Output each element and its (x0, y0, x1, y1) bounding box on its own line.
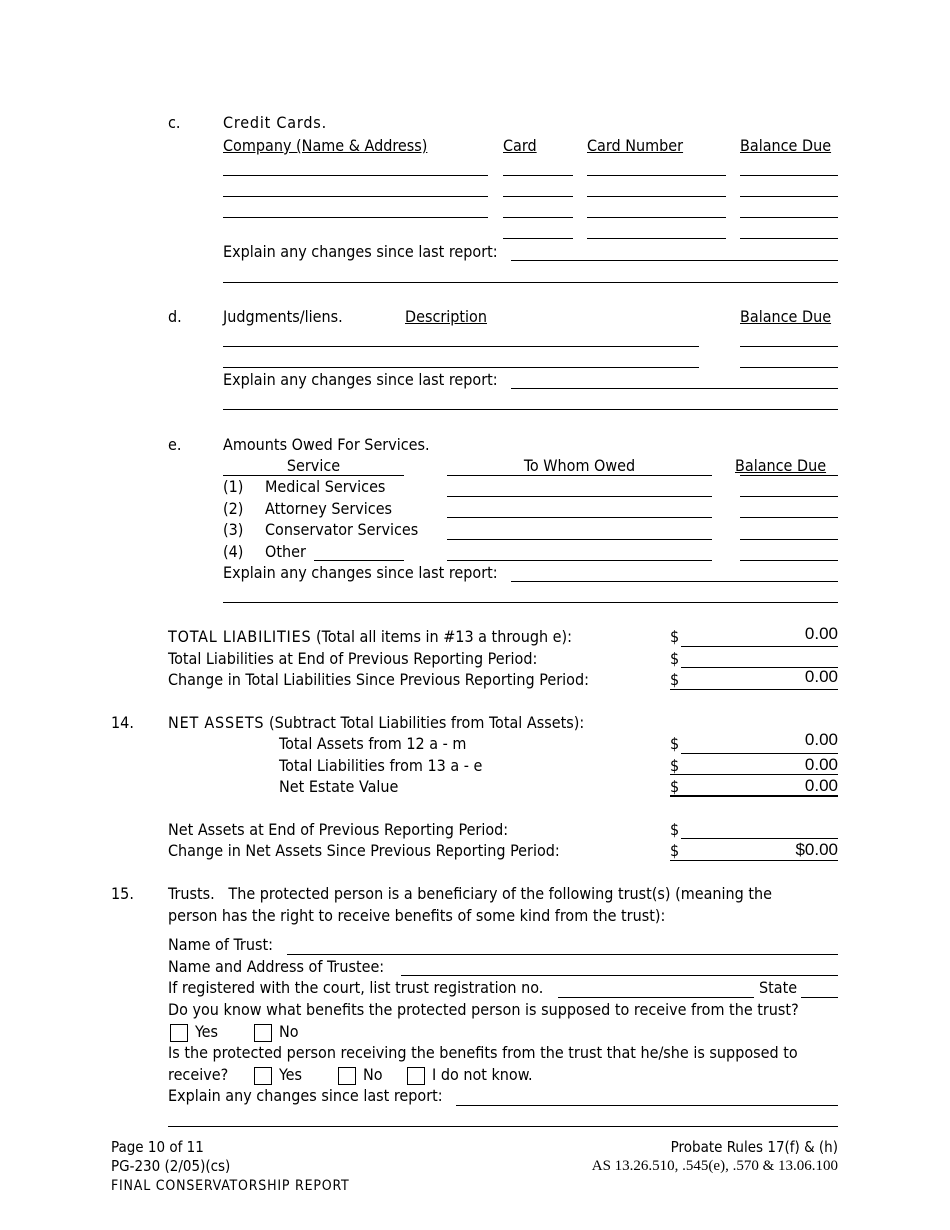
credit-card-number-field[interactable] (587, 238, 726, 239)
trust-name-label: Name of Trust: (168, 935, 273, 954)
judgments-explain-field[interactable] (511, 388, 838, 389)
total-liabilities-field[interactable] (681, 646, 838, 647)
registration-field[interactable] (558, 997, 754, 998)
judgments-explain-label: Explain any changes since last report: (223, 370, 498, 389)
service-num: (3) (223, 520, 244, 539)
benefits-no-checkbox[interactable] (254, 1024, 272, 1042)
receiving-no-checkbox[interactable] (338, 1067, 356, 1085)
services-explain-field[interactable] (511, 581, 838, 582)
footer-page-number: Page 10 of 11 (111, 1138, 204, 1156)
receiving-dont-know-checkbox[interactable] (407, 1067, 425, 1085)
net-estate-value: 0.00 (804, 776, 838, 795)
credit-card-company-field[interactable] (223, 196, 488, 197)
service-label: Attorney Services (265, 499, 393, 518)
receiving-yes-checkbox[interactable] (254, 1067, 272, 1085)
judgments-letter: d. (168, 307, 182, 326)
judgment-balance-field[interactable] (740, 367, 838, 368)
col-to-whom-owed: To Whom Owed (447, 457, 712, 476)
credit-card-card-field[interactable] (503, 217, 573, 218)
benefits-yes-checkbox[interactable] (170, 1024, 188, 1042)
currency-symbol: $ (670, 670, 680, 689)
credit-card-balance-field[interactable] (740, 238, 838, 239)
col-card-number: Card Number (587, 136, 684, 155)
footer-form-title: FINAL CONSERVATORSHIP REPORT (111, 1178, 350, 1194)
trustee-field[interactable] (401, 975, 838, 976)
currency-symbol: $ (670, 627, 680, 646)
total-liabilities-label: TOTAL LIABILITIES (Total all items in #13 a through e): (168, 627, 572, 646)
judgment-balance-field[interactable] (740, 346, 838, 347)
service-num: (1) (223, 477, 244, 496)
service-other-field[interactable] (314, 560, 404, 561)
footer-probate-rules: Probate Rules 17(f) & (h) (670, 1138, 838, 1156)
service-label: Other (265, 542, 306, 561)
credit-card-number-field[interactable] (587, 217, 726, 218)
credit-cards-explain-field-2[interactable] (223, 282, 838, 283)
credit-card-card-field[interactable] (503, 196, 573, 197)
section-14-number: 14. (111, 713, 134, 732)
credit-card-card-field[interactable] (503, 175, 573, 176)
change-net-assets-label: Change in Net Assets Since Previous Reporting Period: (168, 841, 560, 860)
trust-name-field[interactable] (287, 954, 838, 955)
services-explain-label: Explain any changes since last report: (223, 563, 498, 582)
credit-card-balance-field[interactable] (740, 217, 838, 218)
trusts-explain-label: Explain any changes since last report: (168, 1086, 443, 1105)
col-balance-due: Balance Due (740, 307, 832, 326)
credit-cards-explain-field[interactable] (511, 260, 838, 261)
currency-symbol: $ (670, 756, 680, 775)
state-field[interactable] (801, 997, 838, 998)
dont-know-label: I do not know. (432, 1065, 533, 1084)
previous-net-assets-field[interactable] (681, 838, 838, 839)
currency-symbol: $ (670, 734, 680, 753)
col-service: Service (223, 457, 404, 476)
trusts-intro-line2: person has the right to receive benefits of some kind from the trust): (168, 906, 666, 925)
receiving-question: Is the protected person receiving the benefits from the trust that he/she is supposed to (168, 1043, 798, 1062)
service-balance-field[interactable] (740, 496, 838, 497)
net-estate-label: Net Estate Value (279, 777, 399, 796)
currency-symbol: $ (670, 777, 680, 796)
credit-card-number-field[interactable] (587, 175, 726, 176)
trusts-intro-line1: Trusts. The protected person is a beneficiary of the following trust(s) (meaning the (168, 884, 772, 903)
credit-cards-explain-label: Explain any changes since last report: (223, 242, 498, 261)
service-label: Conservator Services (265, 520, 419, 539)
total-assets-field[interactable] (681, 753, 838, 754)
credit-card-number-field[interactable] (587, 196, 726, 197)
receiving-question-line2: receive? (168, 1065, 229, 1084)
services-letter: e. (168, 435, 182, 454)
service-whom-field[interactable] (447, 517, 712, 518)
credit-card-card-field[interactable] (503, 238, 573, 239)
previous-liabilities-label: Total Liabilities at End of Previous Reporting Period: (168, 649, 538, 668)
total-assets-value: 0.00 (804, 730, 838, 749)
service-balance-field[interactable] (740, 560, 838, 561)
change-net-assets-value: $0.00 (795, 840, 838, 859)
currency-symbol: $ (670, 649, 680, 668)
credit-card-balance-field[interactable] (740, 175, 838, 176)
trusts-explain-field-2[interactable] (168, 1126, 838, 1127)
col-description: Description (405, 307, 487, 326)
total-liabilities-13-value: 0.00 (804, 755, 838, 774)
service-whom-field[interactable] (447, 560, 712, 561)
service-whom-field[interactable] (447, 496, 712, 497)
footer-form-number: PG-230 (2/05)(cs) (111, 1157, 231, 1175)
footer-statutes: AS 13.26.510, .545(e), .570 & 13.06.100 (591, 1158, 838, 1174)
service-balance-field[interactable] (740, 539, 838, 540)
yes-label: Yes (279, 1065, 303, 1084)
change-liabilities-field[interactable] (670, 689, 838, 690)
services-explain-field-2[interactable] (223, 602, 838, 603)
col-company: Company (Name & Address) (223, 136, 428, 155)
judgment-description-field[interactable] (223, 367, 699, 368)
total-assets-label: Total Assets from 12 a - m (279, 734, 467, 753)
yes-label: Yes (195, 1022, 219, 1041)
service-whom-field[interactable] (447, 539, 712, 540)
section-15-number: 15. (111, 884, 134, 903)
credit-card-company-field[interactable] (223, 175, 488, 176)
credit-card-company-field[interactable] (223, 217, 488, 218)
state-label: State (759, 978, 798, 997)
currency-symbol: $ (670, 820, 680, 839)
no-label: No (279, 1022, 299, 1041)
net-assets-heading: NET ASSETS (Subtract Total Liabilities from Total Assets): (168, 713, 585, 732)
total-liabilities-13-label: Total Liabilities from 13 a - e (279, 756, 483, 775)
no-label: No (363, 1065, 383, 1084)
trustee-label: Name and Address of Trustee: (168, 957, 385, 976)
credit-card-balance-field[interactable] (740, 196, 838, 197)
credit-cards-title: Credit Cards. (223, 113, 327, 132)
service-balance-field[interactable] (740, 517, 838, 518)
currency-symbol: $ (670, 841, 680, 860)
col-balance-due: Balance Due (740, 136, 832, 155)
services-title: Amounts Owed For Services. (223, 435, 430, 454)
registration-label: If registered with the court, list trust registration no. (168, 978, 544, 997)
service-label: Medical Services (265, 477, 386, 496)
services-balance-header-line (740, 475, 838, 476)
credit-cards-letter: c. (168, 113, 181, 132)
judgments-explain-field-2[interactable] (223, 409, 838, 410)
service-num: (4) (223, 542, 244, 561)
change-net-assets-field[interactable] (670, 860, 838, 861)
change-liabilities-value: 0.00 (804, 667, 838, 686)
trusts-explain-field[interactable] (456, 1105, 838, 1106)
change-liabilities-label: Change in Total Liabilities Since Previous Reporting Period: (168, 670, 589, 689)
total-liabilities-value: 0.00 (804, 624, 838, 643)
col-card: Card (503, 136, 537, 155)
benefits-question: Do you know what benefits the protected person is supposed to receive from the trust? (168, 1000, 799, 1019)
previous-net-assets-label: Net Assets at End of Previous Reporting Period: (168, 820, 509, 839)
col-balance-due: Balance Due (735, 456, 827, 475)
judgments-title: Judgments/liens. (223, 307, 343, 326)
service-num: (2) (223, 499, 244, 518)
judgment-description-field[interactable] (223, 346, 699, 347)
